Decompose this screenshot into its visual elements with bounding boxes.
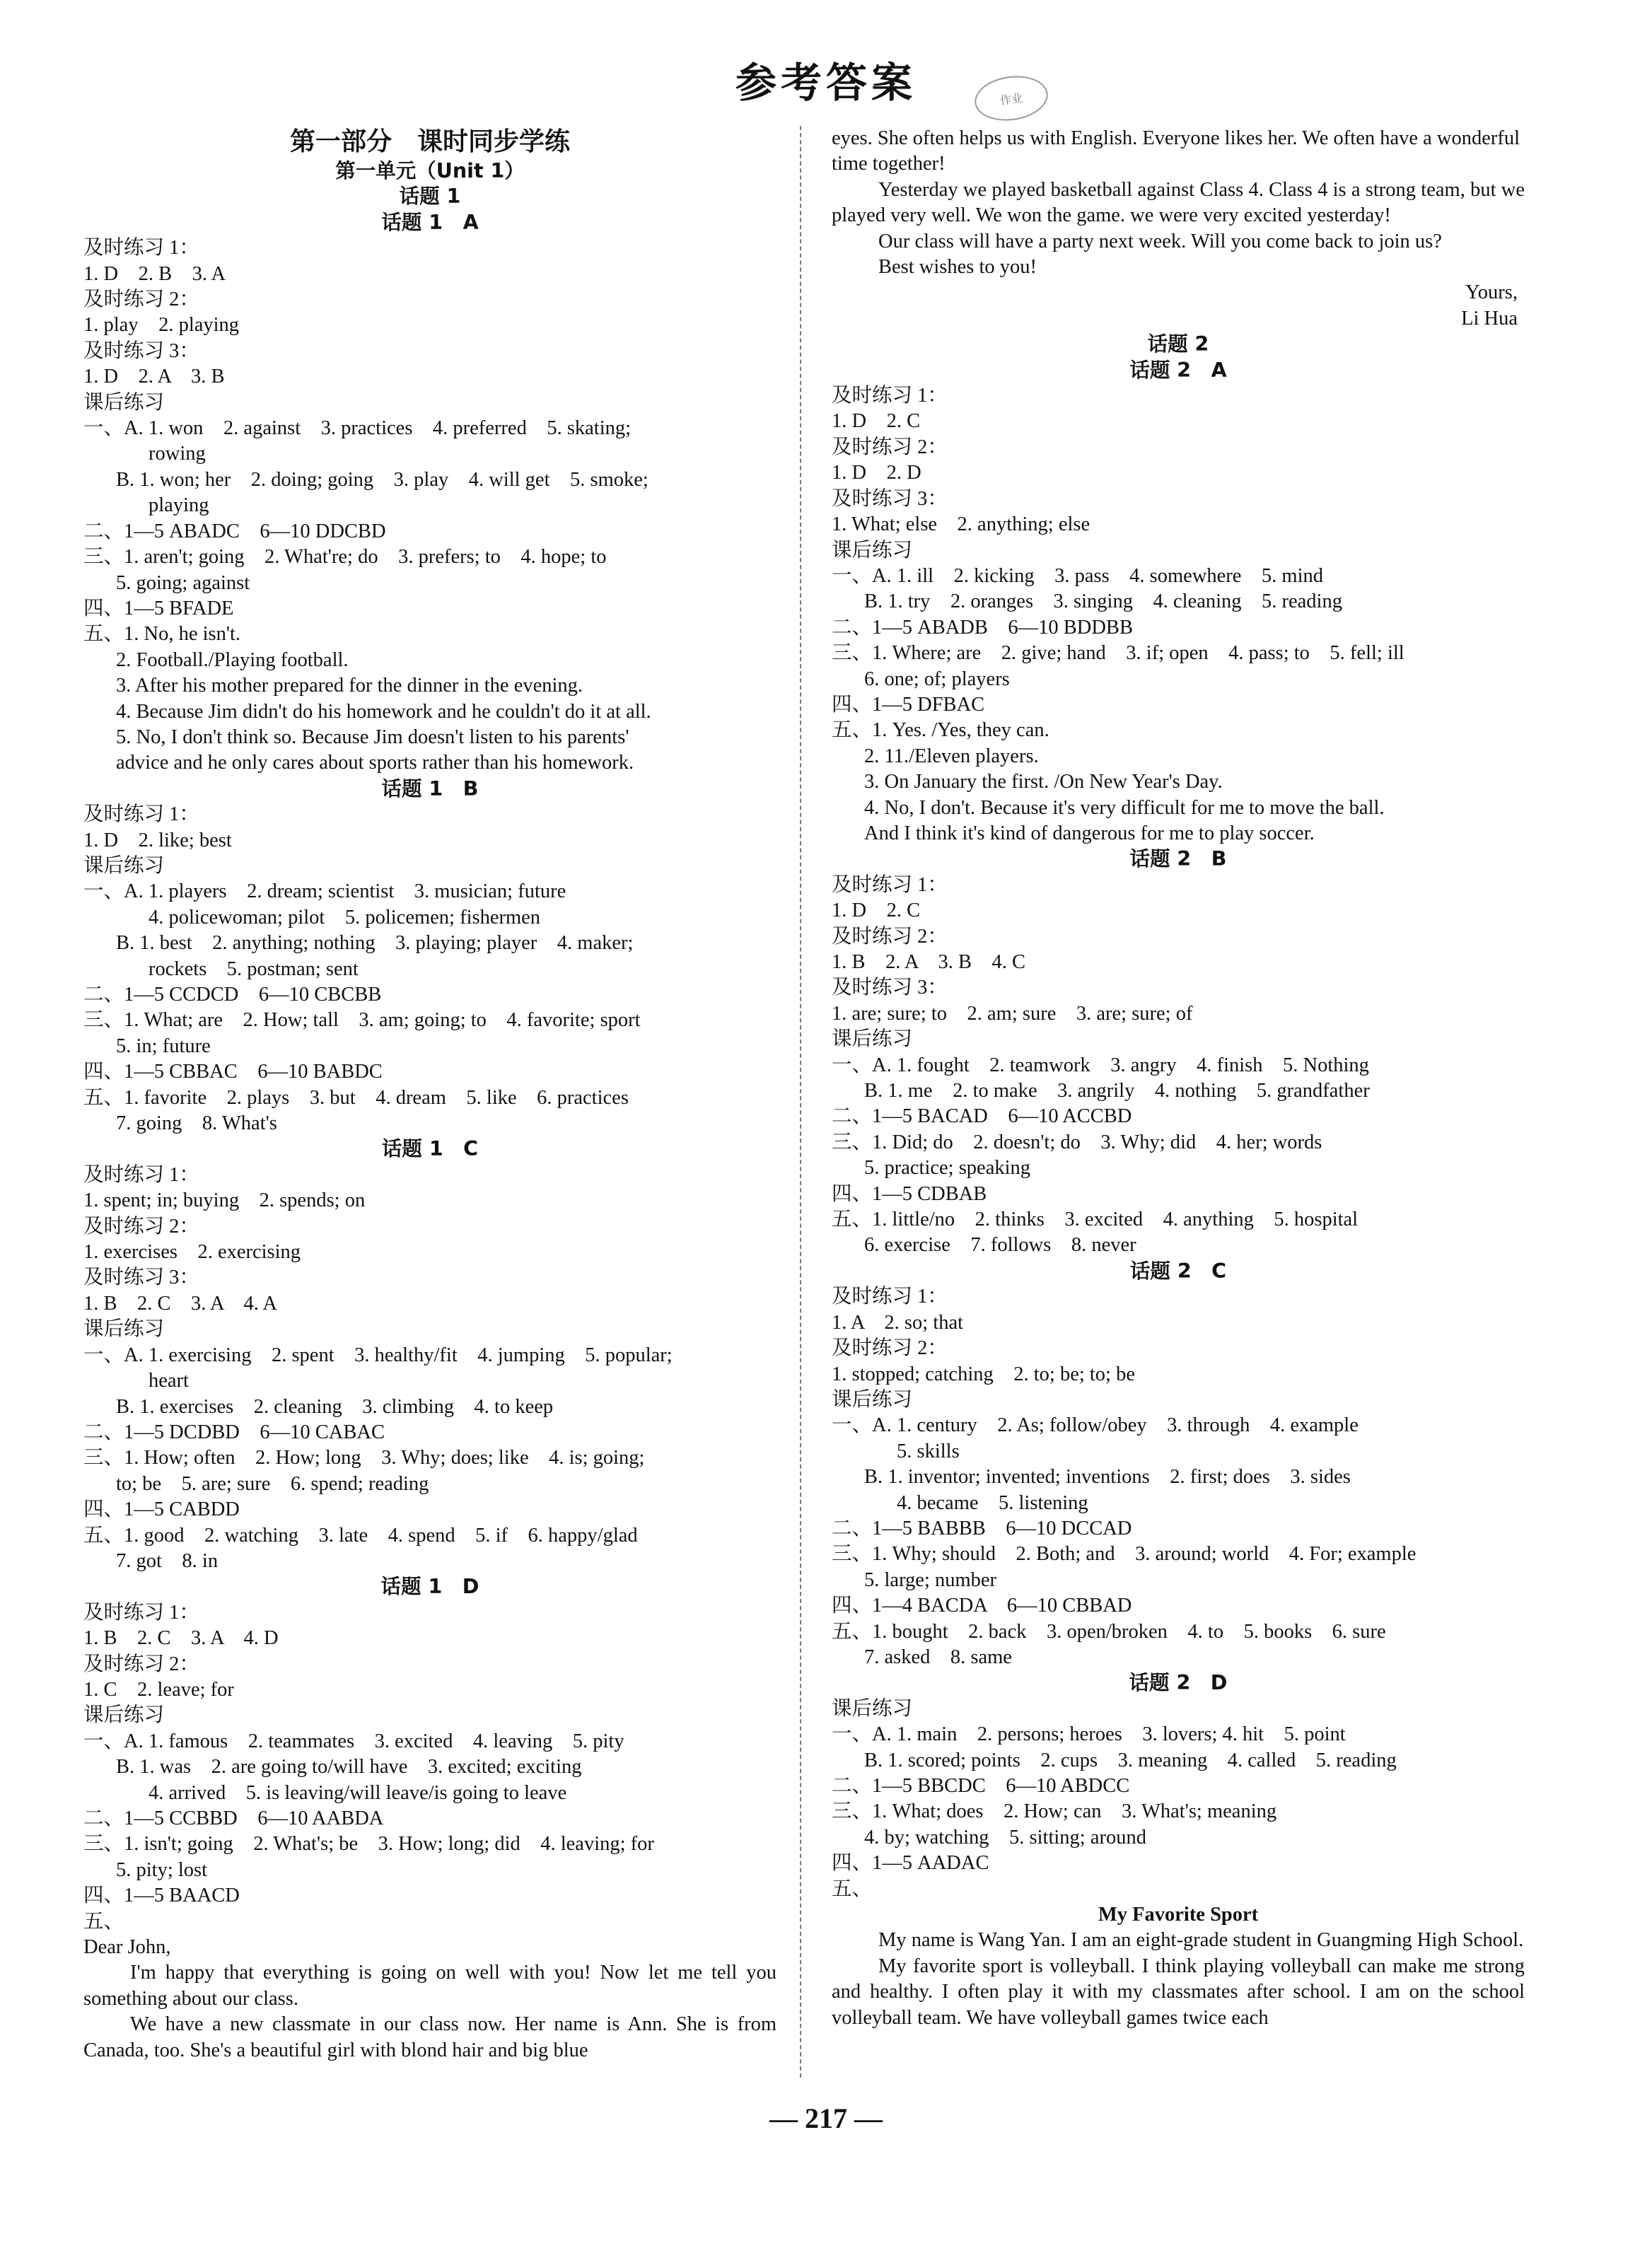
answer-line: 1. A 2. so; that	[832, 1311, 964, 1334]
answer-line: 1. D 2. C	[832, 410, 921, 433]
answer-line: 5. skills	[897, 1440, 960, 1462]
answer-line: 课后练习	[832, 1697, 913, 1720]
topic-heading: 话题 2 B	[1129, 847, 1227, 871]
answer-line: 及时练习 2：	[832, 925, 948, 948]
answer-line: 三、1. Did; do 2. doesn't; do 3. Why; did 4. her; words	[832, 1131, 1322, 1153]
answer-line: 一、A. 1. century 2. As; follow/obey 3. through 4. example	[832, 1414, 1359, 1437]
answer-line: 5. practice; speaking	[864, 1157, 1031, 1180]
answer-line: 五、	[83, 1910, 124, 1933]
answer-line: 一、A. 1. exercising 2. spent 3. healthy/fit 4. jumping 5. popular;	[83, 1344, 673, 1366]
answer-line: 二、1—5 BACAD 6—10 ACCBD	[832, 1105, 1132, 1128]
letter-paragraph: I'm happy that everything is going on well with you! Now let me tell you something about our class.	[83, 1962, 782, 2010]
letter-paragraph: My name is Wang Yan. I am an eight-grade student in Guangming High School.	[878, 1929, 1524, 1952]
answer-line: 5. large; number	[864, 1568, 997, 1591]
answer-line: 课后练习	[832, 1028, 913, 1051]
answer-line: 课后练习	[83, 391, 165, 414]
answer-line: 1. D 2. D	[832, 462, 921, 484]
answer-line: 三、1. Where; are 2. give; hand 3. if; open 4. pass; to 5. fell; ill	[832, 642, 1404, 665]
answer-line: 及时练习 2：	[832, 1337, 948, 1360]
topic-heading: 话题 1 B	[381, 776, 479, 801]
answer-line: 四、1—5 CABDD	[83, 1498, 240, 1521]
answer-line: Dear John,	[83, 1936, 171, 1959]
answer-line: 2. 11./Eleven players.	[864, 745, 1039, 767]
answer-line: 二、1—5 ABADB 6—10 BDDBB	[832, 616, 1133, 639]
answer-line: 及时练习 3：	[83, 339, 199, 362]
answer-line: 及时练习 2：	[832, 436, 948, 458]
answer-line: 4. No, I don't. Because it's very difficult for me to move the ball.	[864, 796, 1385, 819]
answer-line: 及时练习 3：	[832, 487, 948, 510]
answer-line: 课后练习	[832, 539, 913, 561]
topic-heading: 话题 2	[1147, 332, 1209, 356]
answer-line: 1. D 2. C	[832, 900, 921, 922]
answer-line: 5. going; against	[116, 571, 250, 594]
answer-line: 一、A. 1. ill 2. kicking 3. pass 4. somewhere 5. mind	[832, 564, 1324, 587]
answer-line: 及时练习 2：	[83, 289, 199, 311]
answer-line: 及时练习 2：	[83, 1215, 199, 1238]
answer-line: B. 1. won; her 2. doing; going 3. play 4. will get 5. smoke;	[116, 468, 648, 491]
answer-line: 7. got 8. in	[116, 1549, 219, 1572]
answer-line: 一、A. 1. players 2. dream; scientist 3. musician; future	[83, 880, 566, 903]
answer-line: 及时练习 1：	[83, 237, 199, 260]
answer-line: heart	[149, 1370, 189, 1392]
answer-line: 4. policewoman; pilot 5. policemen; fishermen	[149, 906, 541, 928]
topic-heading: 话题 2 D	[1129, 1671, 1228, 1695]
answer-line: B. 1. scored; points 2. cups 3. meaning 4. called 5. reading	[864, 1749, 1397, 1771]
answer-line: 1. spent; in; buying 2. spends; on	[83, 1189, 366, 1212]
answer-line: 二、1—5 BBCDC 6—10 ABDCC	[832, 1775, 1130, 1797]
answer-line: playing	[149, 494, 209, 517]
answer-line: B. 1. inventor; invented; inventions 2. first; does 3. sides	[864, 1466, 1351, 1489]
answer-line: 四、1—5 AADAC	[832, 1852, 989, 1875]
answer-line: 及时练习 2：	[83, 1653, 199, 1675]
answer-line: 1. exercises 2. exercising	[83, 1241, 301, 1264]
letter-paragraph: Best wishes to you!	[878, 256, 1037, 279]
answer-line: 2. Football./Playing football.	[116, 648, 349, 671]
letter-paragraph: Our class will have a party next week. Will you come back to join us?	[878, 230, 1442, 252]
topic-heading: 话题 2 C	[1129, 1259, 1227, 1283]
answer-line: 3. On January the first. /On New Year's Day.	[864, 771, 1223, 793]
topic-heading: 话题 1	[399, 185, 461, 209]
answer-line: 6. exercise 7. follows 8. never	[864, 1234, 1136, 1257]
answer-line: 五、1. Yes. /Yes, they can.	[832, 719, 1049, 742]
answer-line: 1. D 2. like; best	[83, 829, 232, 851]
answer-line: 1. play 2. playing	[83, 314, 240, 337]
answer-line: 二、1—5 CCDCD 6—10 CBCBB	[83, 984, 382, 1006]
answer-line: 1. are; sure; to 2. am; sure 3. are; sure; of	[832, 1002, 1193, 1025]
answer-line: 及时练习 3：	[832, 977, 948, 999]
answer-line: 二、1—5 BABBB 6—10 DCCAD	[832, 1517, 1132, 1539]
answer-line: 7. asked 8. same	[864, 1646, 1012, 1668]
letter-paragraph: Yesterday we played basketball against Class 4. Class 4 is a strong team, but we played very well. We won the game. we were very excited yesterday!	[832, 178, 1530, 227]
answer-line: 三、1. isn't; going 2. What's; be 3. How; long; did 4. leaving; for	[83, 1833, 654, 1856]
answer-line: 一、A. 1. won 2. against 3. practices 4. preferred 5. skating;	[83, 417, 632, 440]
answer-line: 四、1—4 BACDA 6—10 CBBAD	[832, 1595, 1132, 1617]
answer-line: 五、1. bought 2. back 3. open/broken 4. to 5. books 6. sure	[832, 1620, 1386, 1643]
letter-signoff: Yours,	[1465, 281, 1518, 304]
answer-line: 1. D 2. A 3. B	[83, 366, 225, 388]
answer-line: 三、1. What; does 2. How; can 3. What's; meaning	[832, 1800, 1277, 1823]
answer-line: B. 1. exercises 2. cleaning 3. climbing 4. to keep	[116, 1395, 554, 1418]
answer-line: 5. pity; lost	[116, 1858, 208, 1881]
topic-heading: 话题 1 D	[380, 1575, 479, 1599]
answer-line: B. 1. was 2. are going to/will have 3. excited; exciting	[116, 1756, 582, 1778]
letter-paragraph: My favorite sport is volleyball. I think playing volleyball can make me strong and healthy. I often play it with my classmates after school. I am on the school volleyball team. We have volleyball games twice each	[832, 1955, 1530, 2029]
page-title: 参考答案	[735, 59, 917, 107]
stamp-icon: 作业	[972, 71, 1051, 125]
answer-line: to; be 5. are; sure 6. spend; reading	[116, 1472, 429, 1495]
section-heading: 第一部分 课时同步学练	[289, 127, 570, 156]
answer-line: 1. stopped; catching 2. to; be; to; be	[832, 1363, 1136, 1385]
answer-line: 及时练习 3：	[83, 1267, 199, 1289]
answer-line: 6. one; of; players	[864, 668, 1010, 690]
answer-line: 及时练习 1：	[83, 803, 199, 826]
answer-line: 四、1—5 DFBAC	[832, 693, 985, 716]
answer-line: 1. What; else 2. anything; else	[832, 513, 1090, 536]
answer-line: 3. After his mother prepared for the dinner in the evening.	[116, 675, 583, 697]
answer-line: 1. B 2. C 3. A 4. A	[83, 1292, 277, 1315]
answer-line: 三、1. Why; should 2. Both; and 3. around; world 4. For; example	[832, 1543, 1417, 1566]
answer-line: 及时练习 1：	[832, 385, 948, 407]
answer-line: 4. by; watching 5. sitting; around	[864, 1826, 1146, 1849]
answer-line: 5. No, I don't think so. Because Jim doesn't listen to his parents'	[116, 726, 629, 748]
answer-line: 四、1—5 BAACD	[83, 1885, 240, 1907]
topic-heading: 话题 1 C	[381, 1137, 479, 1161]
answer-line: eyes. She often helps us with English. Everyone likes her. We often have a wonderful time together!	[832, 127, 1525, 175]
answer-line: 五、1. No, he isn't.	[83, 623, 241, 646]
letter-signoff: Li Hua	[1461, 307, 1518, 330]
answer-line: 五、1. good 2. watching 3. late 4. spend 5. if 6. happy/glad	[83, 1524, 638, 1547]
answer-line: 及时练习 1：	[832, 873, 948, 896]
answer-line: 1. B 2. C 3. A 4. D	[83, 1627, 279, 1650]
answer-line: 一、A. 1. fought 2. teamwork 3. angry 4. finish 5. Nothing	[832, 1054, 1369, 1076]
answer-line: 五、	[832, 1878, 873, 1900]
answer-line: 三、1. What; are 2. How; tall 3. am; going; to 4. favorite; sport	[83, 1009, 641, 1032]
answer-line: 4. arrived 5. is leaving/will leave/is going to leave	[149, 1781, 567, 1804]
column-divider	[800, 126, 801, 2078]
answer-line: rockets 5. postman; sent	[149, 957, 359, 980]
answer-line: 1. B 2. A 3. B 4. C	[832, 951, 1025, 973]
answer-line: rowing	[149, 443, 206, 465]
answer-line: B. 1. best 2. anything; nothing 3. playing; player 4. maker;	[116, 932, 634, 955]
answer-line: 三、1. How; often 2. How; long 3. Why; does; like 4. is; going;	[83, 1447, 645, 1469]
answer-line: advice and he only cares about sports rather than his homework.	[116, 752, 634, 774]
answer-line: B. 1. try 2. oranges 3. singing 4. cleaning 5. reading	[864, 590, 1342, 613]
answer-line: 五、1. little/no 2. thinks 3. excited 4. anything 5. hospital	[832, 1209, 1359, 1231]
right-column	[832, 126, 1530, 2031]
answer-line: 一、A. 1. main 2. persons; heroes 3. lovers; 4. hit 5. point	[832, 1723, 1346, 1746]
answer-line: 课后练习	[83, 1318, 165, 1341]
answer-line: 四、1—5 CDBAB	[832, 1182, 987, 1205]
answer-line: 7. going 8. What's	[116, 1112, 277, 1135]
left-column	[83, 126, 782, 2063]
essay-title: My Favorite Sport	[1098, 1904, 1259, 1926]
answer-line: 1. C 2. leave; for	[83, 1678, 234, 1701]
answer-line: And I think it's kind of dangerous for me to play soccer.	[864, 822, 1315, 844]
answer-line: 4. Because Jim didn't do his homework and he couldn't do it at all.	[116, 700, 651, 723]
answer-line: 四、1—5 BFADE	[83, 597, 234, 619]
answer-line: 及时练习 1：	[83, 1163, 199, 1186]
answer-line: 及时练习 1：	[83, 1601, 199, 1624]
answer-line: 二、1—5 CCBBD 6—10 AABDA	[83, 1807, 384, 1829]
answer-line: 一、A. 1. famous 2. teammates 3. excited 4. leaving 5. pity	[83, 1730, 624, 1752]
answer-line: 1. D 2. B 3. A	[83, 262, 226, 285]
topic-heading: 话题 1 A	[381, 210, 479, 234]
unit-heading: 第一单元（Unit 1）	[335, 159, 525, 182]
answer-line: 5. in; future	[116, 1035, 211, 1057]
answer-line: 二、1—5 DCDBD 6—10 CABAC	[83, 1421, 385, 1443]
answer-line: 四、1—5 CBBAC 6—10 BABDC	[83, 1061, 383, 1083]
answer-line: 4. became 5. listening	[897, 1491, 1088, 1514]
answer-line: 课后练习	[83, 854, 165, 877]
answer-line: 课后练习	[83, 1704, 165, 1727]
answer-line: B. 1. me 2. to make 3. angrily 4. nothing 5. grandfather	[864, 1080, 1370, 1102]
answer-line: 五、1. favorite 2. plays 3. but 4. dream 5. like 6. practices	[83, 1086, 629, 1109]
topic-heading: 话题 2 A	[1129, 358, 1227, 382]
answer-line: 及时练习 1：	[832, 1286, 948, 1308]
answer-line: 二、1—5 ABADC 6—10 DDCBD	[83, 520, 386, 542]
letter-paragraph: We have a new classmate in our class now. Her name is Ann. She is from Canada, too. She's a beautiful girl with blond hair and big blue	[83, 2013, 782, 2061]
answer-line: 课后练习	[832, 1388, 913, 1411]
page-number: — 217 —	[769, 2102, 883, 2134]
answer-line: 三、1. aren't; going 2. What're; do 3. prefers; to 4. hope; to	[83, 546, 607, 569]
